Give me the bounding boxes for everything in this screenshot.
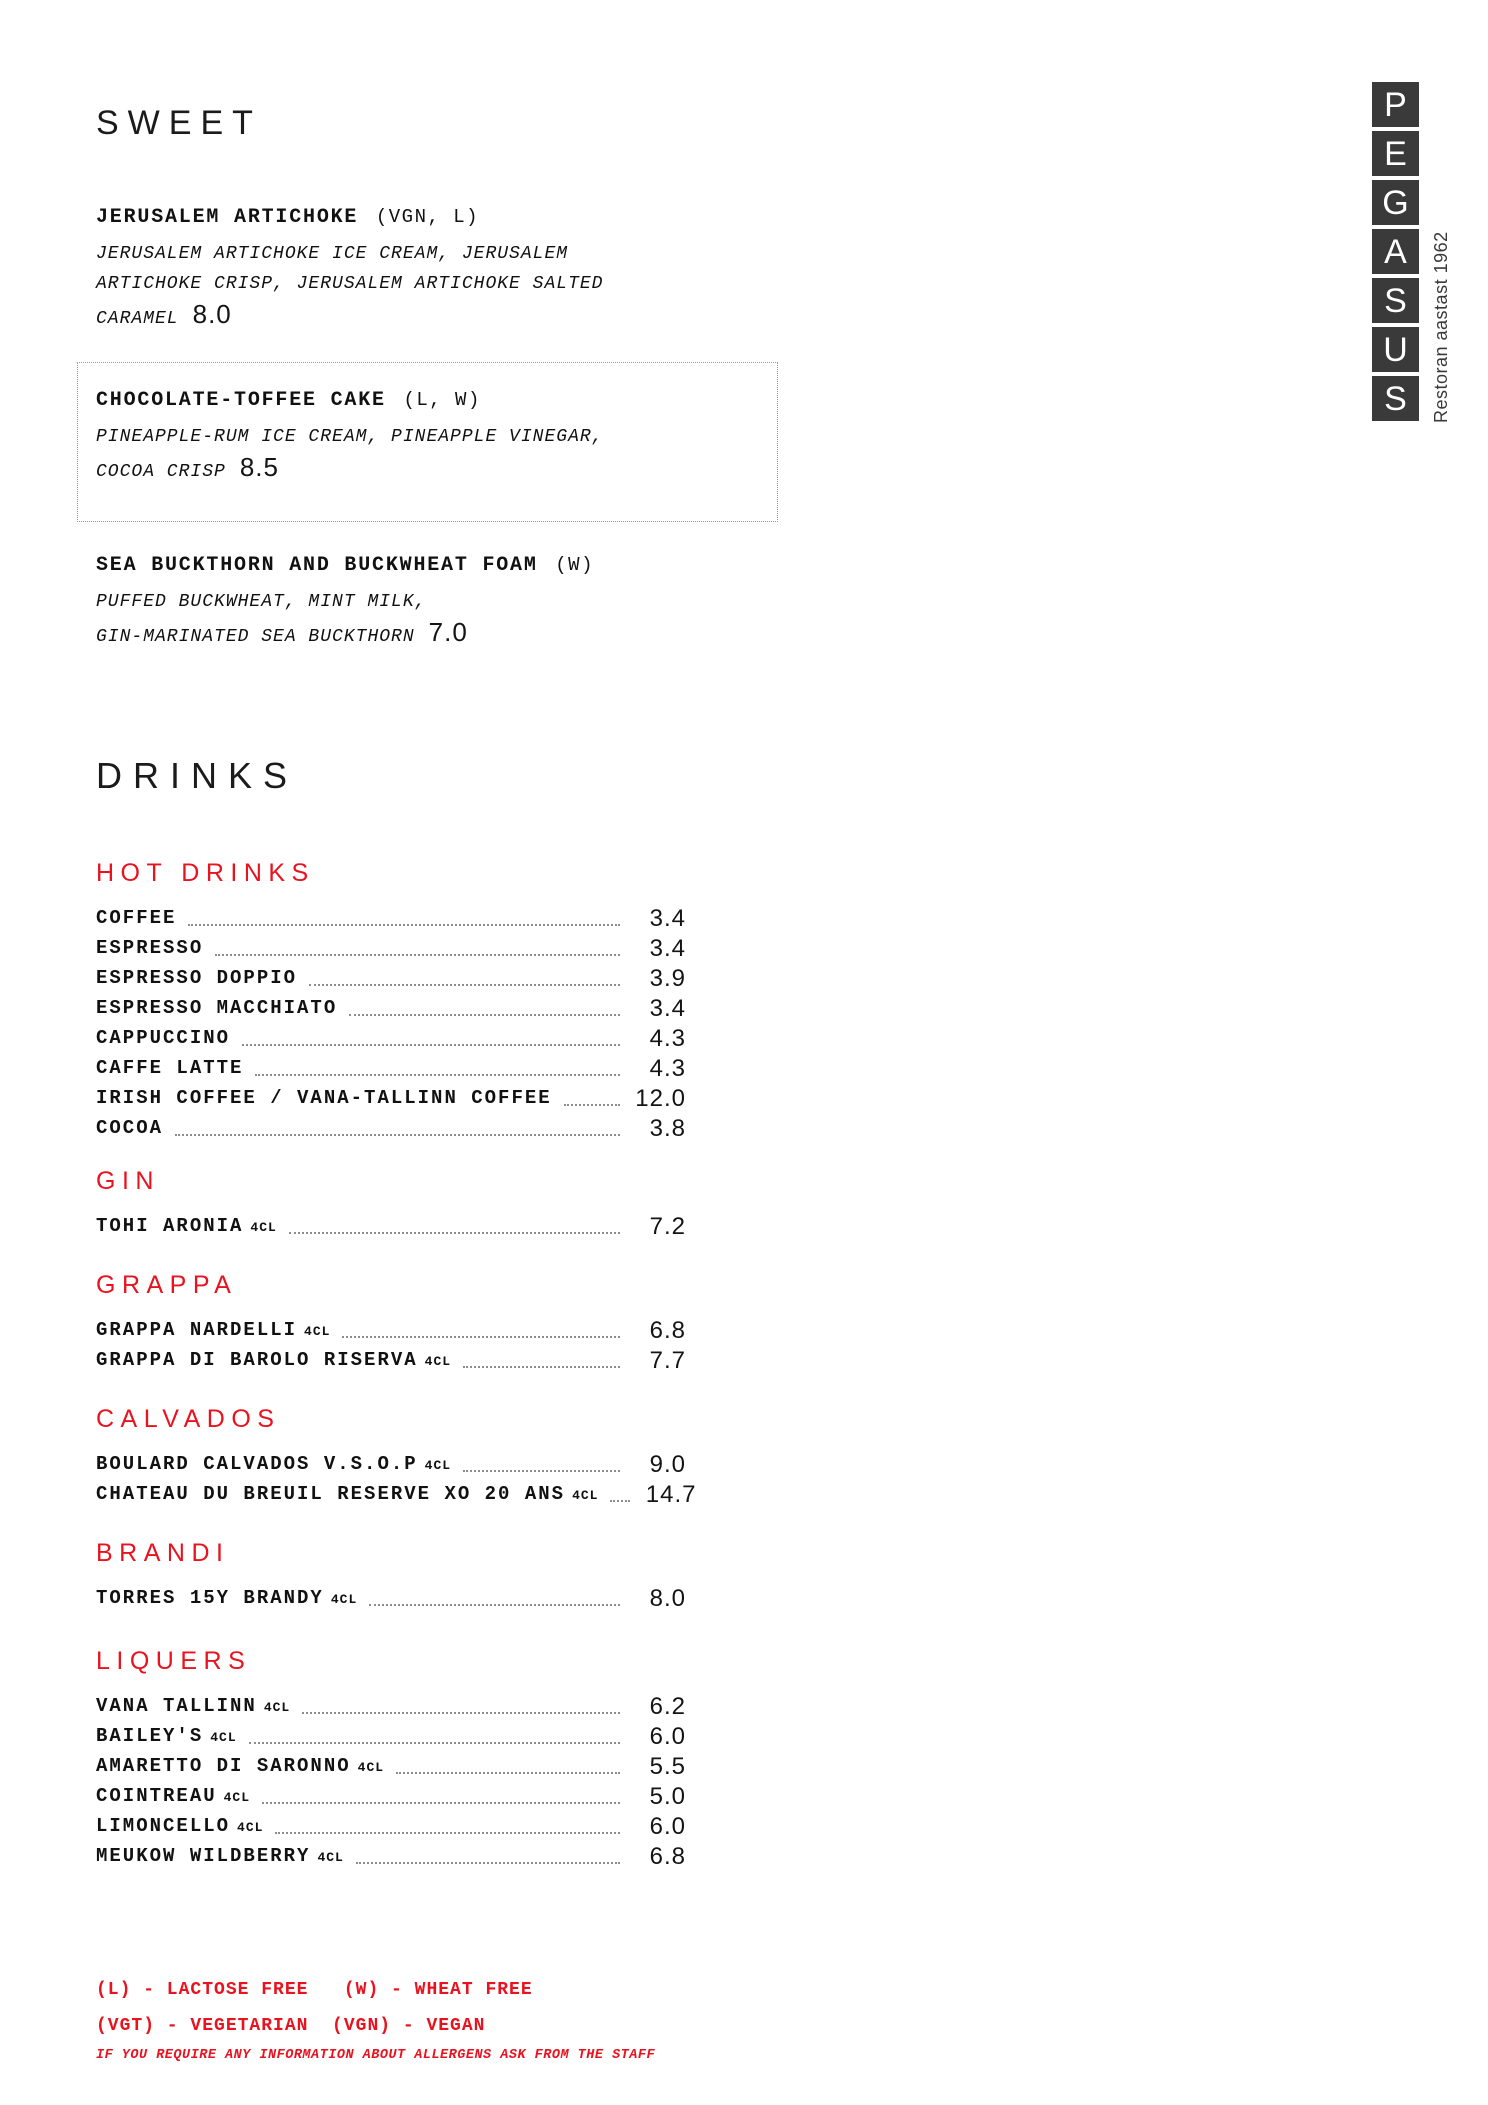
dotted-leader <box>369 1604 620 1606</box>
item-price: 8.0 <box>649 1585 686 1612</box>
dish-description-text: GIN-MARINATED SEA BUCKTHORN <box>96 627 415 647</box>
item-price: 6.2 <box>649 1693 686 1720</box>
highlighted-dish-box <box>77 362 778 522</box>
menu-row-boulard-calvados <box>96 1446 686 1476</box>
drink-section-calvados <box>96 1404 697 1508</box>
menu-row-torres-brandy <box>96 1580 686 1610</box>
item-price: 12.0 <box>635 1085 686 1112</box>
item-size: 4CL <box>424 1354 452 1369</box>
brand-tagline: Restoran aastast 1962 <box>1431 231 1451 423</box>
dotted-leader <box>289 1232 620 1234</box>
legend-line-2: (VGT) - VEGETARIAN (VGN) - VEGAN <box>96 2016 486 2036</box>
item-label-wrap <box>96 998 337 1020</box>
item-label: MEUKOW WILDBERRY <box>96 1845 311 1867</box>
dotted-leader <box>356 1862 620 1864</box>
item-price: 3.9 <box>649 965 686 992</box>
dish-diet-tags: (W) <box>555 554 594 576</box>
item-label: GRAPPA NARDELLI <box>96 1319 298 1341</box>
item-label-wrap <box>96 1320 330 1342</box>
dotted-leader <box>242 1044 620 1046</box>
item-label-wrap <box>96 938 203 960</box>
item-label-wrap <box>96 1846 344 1868</box>
drink-section-hot-drinks <box>96 858 686 1140</box>
item-label-wrap <box>96 1350 451 1372</box>
dotted-leader <box>396 1772 620 1774</box>
item-label-wrap <box>96 1588 357 1610</box>
logo-square-letter: E <box>1372 131 1419 176</box>
dish-diet-tags: (L, W) <box>403 389 481 411</box>
dotted-leader <box>215 954 620 956</box>
item-label: VANA TALLINN <box>96 1695 257 1717</box>
logo-square-letter: S <box>1372 278 1419 323</box>
logo-square-letter: S <box>1372 376 1419 421</box>
item-size: 4CL <box>304 1324 331 1339</box>
item-label-wrap <box>96 968 297 990</box>
dish-description-line <box>96 617 686 652</box>
item-label: ESPRESSO DOPPIO <box>96 967 298 989</box>
dish-description-line: ARTICHOKE CRISP, JERUSALEM ARTICHOKE SALTED <box>96 274 604 294</box>
dish-name: JERUSALEM ARTICHOKE <box>96 206 359 229</box>
item-label: TORRES 15Y BRANDY <box>96 1587 324 1609</box>
menu-row-tohi-aronia <box>96 1208 686 1238</box>
item-price: 4.3 <box>649 1025 686 1052</box>
menu-row-cappuccino <box>96 1020 686 1050</box>
item-label-wrap <box>96 908 176 930</box>
item-price: 7.2 <box>649 1213 686 1240</box>
item-label: LIMONCELLO <box>96 1815 231 1837</box>
menu-row-espresso-macchiato <box>96 990 686 1020</box>
dotted-leader <box>249 1742 620 1744</box>
menu-row-cocoa <box>96 1110 686 1140</box>
allergen-legend <box>96 1972 686 2068</box>
item-size: 4CL <box>424 1458 452 1473</box>
item-size: 4CL <box>223 1790 251 1805</box>
dish-price: 8.0 <box>192 299 232 329</box>
item-label-wrap <box>96 1696 290 1718</box>
drinks-section-title: DRINKS <box>96 755 299 796</box>
dotted-leader <box>564 1104 620 1106</box>
drink-section-heading: CALVADOS <box>96 1405 281 1433</box>
item-price: 6.8 <box>649 1317 686 1344</box>
item-label: CHATEAU DU BREUIL RESERVE XO 20 ANS <box>96 1483 566 1505</box>
menu-row-amaretto <box>96 1748 686 1778</box>
item-label-wrap <box>96 1726 237 1748</box>
menu-row-grappa-nardelli <box>96 1312 686 1342</box>
dish-description <box>96 239 686 334</box>
pegasus-logo <box>1372 82 1451 423</box>
drink-section-gin <box>96 1166 686 1238</box>
item-price: 6.8 <box>649 1843 686 1870</box>
item-price: 3.4 <box>649 995 686 1022</box>
item-label-wrap <box>96 1816 263 1838</box>
dish-description-line <box>96 299 686 334</box>
item-label: IRISH COFFEE / VANA-TALLINN COFFEE <box>96 1087 552 1109</box>
logo-letter-squares <box>1372 82 1419 421</box>
item-price: 4.3 <box>649 1055 686 1082</box>
dish-diet-tags: (VGN, L) <box>375 206 480 228</box>
dotted-leader <box>610 1500 630 1502</box>
dotted-leader <box>463 1470 620 1472</box>
dotted-leader <box>175 1134 620 1136</box>
menu-row-espresso <box>96 930 686 960</box>
dish-name: SEA BUCKTHORN AND BUCKWHEAT FOAM <box>96 554 538 577</box>
item-size: 4CL <box>263 1700 291 1715</box>
item-price: 6.0 <box>649 1723 686 1750</box>
sweet-section-title: SWEET <box>96 104 262 142</box>
item-label-wrap <box>96 1088 552 1110</box>
item-price: 7.7 <box>649 1347 686 1374</box>
item-label-wrap <box>96 1118 163 1140</box>
item-label: COCOA <box>96 1117 164 1139</box>
drink-section-heading: BRANDI <box>96 1539 230 1567</box>
dish-description-line: PINEAPPLE-RUM ICE CREAM, PINEAPPLE VINEGAR, <box>96 427 604 447</box>
menu-row-vana-tallinn <box>96 1688 686 1718</box>
item-size: 4CL <box>330 1592 358 1607</box>
item-label: BOULARD CALVADOS V.S.O.P <box>96 1453 418 1475</box>
item-price: 3.4 <box>649 935 686 962</box>
logo-square-letter: G <box>1372 180 1419 225</box>
item-size: 4CL <box>357 1760 385 1775</box>
menu-row-limoncello <box>96 1808 686 1838</box>
item-label-wrap <box>96 1454 451 1476</box>
item-size: 4CL <box>317 1850 344 1865</box>
item-label-wrap <box>96 1786 250 1808</box>
menu-row-coffee <box>96 900 686 930</box>
item-label: ESPRESSO MACCHIATO <box>96 997 338 1019</box>
dotted-leader <box>302 1712 620 1714</box>
dish-description <box>96 422 757 487</box>
item-label: BAILEY'S <box>96 1725 204 1747</box>
menu-content <box>96 0 697 2068</box>
item-size: 4CL <box>210 1730 237 1745</box>
dotted-leader <box>275 1832 620 1834</box>
menu-row-cointreau <box>96 1778 686 1808</box>
dish-description-line: PUFFED BUCKWHEAT, MINT MILK, <box>96 592 427 612</box>
dish-sea-buckthorn-foam <box>96 552 686 652</box>
drink-section-grappa <box>96 1270 686 1372</box>
dotted-leader <box>255 1074 620 1076</box>
menu-row-chateau-du-breuil <box>96 1476 697 1508</box>
dotted-leader <box>342 1336 620 1338</box>
item-size: 4CL <box>572 1488 599 1503</box>
allergen-note: IF YOU REQUIRE ANY INFORMATION ABOUT ALLERGENS ASK FROM THE STAFF <box>96 2048 656 2063</box>
logo-square-letter: A <box>1372 229 1419 274</box>
drink-section-liquers <box>96 1646 686 1868</box>
menu-row-grappa-di-barolo <box>96 1342 686 1372</box>
drink-section-heading: GIN <box>96 1167 160 1195</box>
logo-square-letter: U <box>1372 327 1419 372</box>
item-price: 14.7 <box>645 1481 697 1508</box>
dotted-leader <box>463 1366 620 1368</box>
item-label: GRAPPA DI BAROLO RISERVA <box>96 1349 418 1371</box>
dish-jerusalem-artichoke <box>96 204 686 334</box>
item-label: AMARETTO DI SARONNO <box>96 1755 351 1777</box>
dish-title-line <box>96 552 686 579</box>
item-price: 6.0 <box>649 1813 686 1840</box>
dish-name: CHOCOLATE-TOFFEE CAKE <box>96 389 386 412</box>
menu-row-irish-coffee <box>96 1080 686 1110</box>
dotted-leader <box>349 1014 620 1016</box>
item-price: 3.8 <box>649 1115 686 1142</box>
menu-row-caffe-latte <box>96 1050 686 1080</box>
item-label: COFFEE <box>96 907 177 929</box>
drink-section-heading: HOT DRINKS <box>96 859 315 887</box>
legend-line-1: (L) - LACTOSE FREE (W) - WHEAT FREE <box>96 1980 533 2000</box>
item-label-wrap <box>96 1484 598 1506</box>
dotted-leader <box>188 924 620 926</box>
dotted-leader <box>262 1802 620 1804</box>
item-label-wrap <box>96 1216 277 1238</box>
item-price: 3.4 <box>649 905 686 932</box>
item-price: 5.5 <box>649 1753 686 1780</box>
drink-section-heading: LIQUERS <box>96 1647 252 1675</box>
drink-section-heading: GRAPPA <box>96 1271 238 1299</box>
item-label-wrap <box>96 1756 384 1778</box>
logo-square-letter: P <box>1372 82 1419 127</box>
item-label: TOHI ARONIA <box>96 1215 244 1237</box>
dish-description-line <box>96 452 757 487</box>
dish-price: 8.5 <box>239 452 279 482</box>
menu-row-meukow-wildberry <box>96 1838 686 1868</box>
drink-section-brandi <box>96 1538 686 1610</box>
item-label: CAPPUCCINO <box>96 1027 231 1049</box>
dish-title-line <box>96 387 757 414</box>
dish-description-text: COCOA CRISP <box>96 462 226 482</box>
item-price: 9.0 <box>649 1451 686 1478</box>
item-price: 5.0 <box>649 1783 686 1810</box>
menu-row-baileys <box>96 1718 686 1748</box>
dish-chocolate-toffee-cake <box>96 387 757 487</box>
item-label-wrap <box>96 1028 230 1050</box>
menu-row-espresso-doppio <box>96 960 686 990</box>
item-label: ESPRESSO <box>96 937 204 959</box>
item-size: 4CL <box>237 1820 264 1835</box>
item-label: CAFFE LATTE <box>96 1057 244 1079</box>
dish-description-line: JERUSALEM ARTICHOKE ICE CREAM, JERUSALEM <box>96 244 569 264</box>
dish-title-line <box>96 204 686 231</box>
dish-description-text: CARAMEL <box>96 309 179 329</box>
dish-price: 7.0 <box>428 617 468 647</box>
item-label-wrap <box>96 1058 243 1080</box>
dish-description <box>96 587 686 652</box>
item-label: COINTREAU <box>96 1785 217 1807</box>
dotted-leader <box>309 984 620 986</box>
item-size: 4CL <box>250 1220 277 1235</box>
